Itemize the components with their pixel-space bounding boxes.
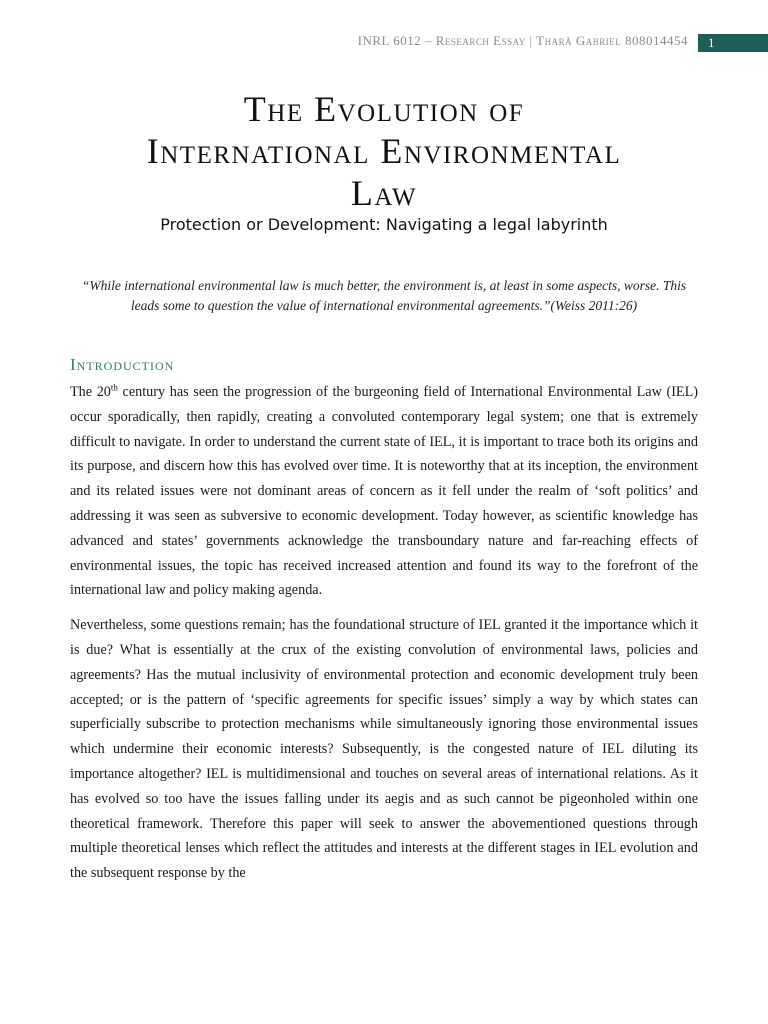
body-text (70, 380, 698, 896)
paragraph-1-start: The 20 (70, 384, 111, 400)
paragraph-1 (70, 380, 698, 603)
title-line-3: Law (350, 173, 418, 213)
title-line-1: The Evolution of (243, 89, 525, 129)
title-line-2: International Environmental (146, 131, 622, 171)
page-number-badge: 1 (698, 34, 768, 52)
document-title (40, 88, 728, 214)
epigraph-quote: “While international environmental law is much better, the environment is, at least in some aspects, worse. This leads some to question the value of international environmental agreements.”(Weiss 2011:26) (81, 278, 687, 313)
paragraph-1-rest: century has seen the progression of the burgeoning field of International Environmental Law (IEL) occur sporadically, then rapidly, creating a convoluted contemporary legal system; one that is extremely difficult to navigate. In order to understand the current state of IEL, it is important to trace both its origins and its purpose, and discern how this has evolved over time. It is noteworthy that at its inception, the environment and its related issues were not dominant areas of concern as it fell under the realm of ‘soft politics’ and addressing it was seen as subversive to economic development. Today however, as scientific knowledge has advanced and states’ governments acknowledge the transboundary nature and far-reaching effects of environmental issues, the topic has received increased attention and found its way to the forefront of the international law and policy making agenda. (70, 384, 698, 599)
document-subtitle: Protection or Development: Navigating a legal labyrinth (160, 215, 608, 234)
section-heading-introduction: Introduction (70, 355, 175, 374)
running-header: INRL 6012 – Research Essay | Tharā Gabriel 808014454 (357, 33, 688, 48)
ordinal-superscript: th (110, 382, 118, 393)
paragraph-2: Nevertheless, some questions remain; has the foundational structure of IEL granted it the importance which it is due? What is essentially at the crux of the existing convolution of environmental laws, policies and agreements? Has the mutual inclusivity of environmental protection and economic development truly been accepted; or is the pattern of ‘specific agreements for specific issues’ simply a way by which states can superficially subscribe to protection mechanisms while simultaneously ignoring those environmental issues which undermine their economic interests? Subsequently, is the congested nature of IEL diluting its importance altogether? IEL is multidimensional and touches on several areas of international relations. As it has evolved so too have the issues falling under its aegis and as such cannot be pigeonholed within one theoretical framework. Therefore this paper will seek to answer the abovementioned questions through multiple theoretical lenses which reflect the attitudes and interests at the different stages in IEL evolution and the subsequent response by the (70, 617, 698, 882)
